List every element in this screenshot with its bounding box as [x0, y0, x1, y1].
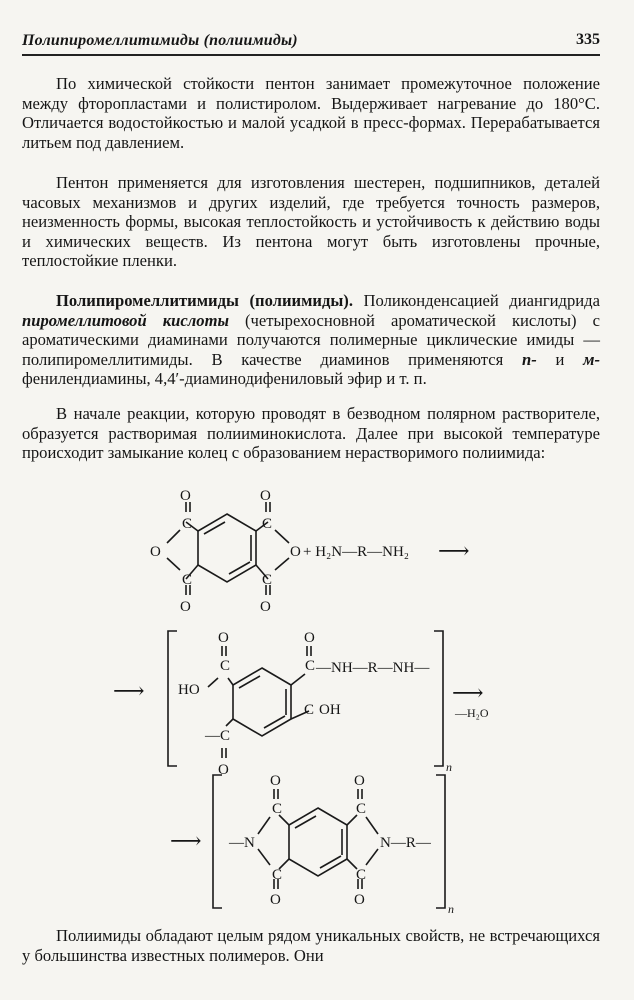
reaction-arrow-1: ⟶: [438, 538, 470, 563]
svg-text:O: O: [180, 599, 191, 615]
reaction-scheme-svg: [0, 478, 634, 918]
svg-text:O: O: [270, 892, 281, 908]
svg-text:C: C: [262, 572, 273, 588]
svg-text:O: O: [304, 630, 315, 646]
svg-text:O: O: [260, 488, 271, 504]
svg-text:O: O: [260, 599, 271, 615]
svg-text:C: C: [304, 702, 315, 718]
page-number: 335: [576, 31, 600, 48]
imide-N-left: —N: [229, 835, 255, 851]
atom-C: C: [182, 516, 193, 532]
paragraph-polyimide-properties: Полиимиды обладают целым рядом уникальных свойств, не встречающихся у большинства известных полимеров. Они: [22, 926, 600, 965]
svg-text:O: O: [150, 544, 161, 560]
benzene-ring-dianhydride: [198, 514, 256, 582]
reaction-arrow-2: ⟶: [113, 678, 145, 703]
benzene-ring-polyimide: [289, 808, 347, 876]
svg-text:O: O: [270, 773, 281, 789]
section-heading: Полипиромеллитимиды (полиимиды).: [56, 291, 353, 310]
paragraph-polyimides-intro: Полипиромеллитимиды (полиимиды). Поликонденсацией диангидрида пиромеллитовой кислоты (четырехосновной ароматической кислоты) с ароматическими диаминами получаются полимерные циклические имиды — полипиромеллитимиды. В качестве диаминов применяются п- и м-фенилендиамины, 4,4′-диаминодифениловый эфир и т. п.: [22, 291, 600, 389]
svg-text:C: C: [305, 658, 316, 674]
hydroxyl-OH: OH: [319, 702, 341, 718]
svg-text:C: C: [262, 516, 273, 532]
svg-text:C: C: [220, 658, 231, 674]
imide-N-right: N—R—: [380, 835, 431, 851]
reaction-scheme: [0, 478, 634, 918]
diamine-reagent: + H₂N—R—NH₂: [303, 544, 410, 560]
left-bracket-polyimide: [213, 775, 222, 908]
svg-text:O: O: [354, 773, 365, 789]
svg-text:C: C: [356, 867, 367, 883]
svg-text:C: C: [356, 801, 367, 817]
term-pyromellitic-acid: пиромеллитовой кислоты: [22, 310, 229, 330]
page-header: [22, 30, 600, 56]
reaction-arrow-3: ⟶: [452, 680, 484, 705]
svg-text:O: O: [218, 630, 229, 646]
repeat-n-2: n: [448, 902, 454, 916]
svg-text:C: C: [272, 867, 283, 883]
running-title: Полипиромеллитимиды (полиимиды): [22, 32, 298, 49]
svg-text:C: C: [182, 572, 193, 588]
svg-text:O: O: [218, 762, 229, 778]
paragraph-reaction-description: В начале реакции, которую проводят в безводном полярном растворителе, образуется растворимая полииминокислота. Далее при высокой температуре происходит замыкание колец с образованием нерастворимого полиимида:: [22, 404, 600, 463]
dehydration-label: —H₂O: [455, 706, 489, 720]
svg-text:O: O: [354, 892, 365, 908]
paragraph-pentone-stability: По химической стойкости пентон занимает промежуточное положение между фторопластами и полистиролом. Выдерживает нагревание до 180°С. Отличается водостойкостью и малой усадкой в пресс-формах. Перерабатывается литьем под давлением.: [22, 74, 600, 152]
left-bracket-polyamic: [168, 631, 177, 766]
reaction-arrow-4: ⟶: [170, 828, 202, 853]
svg-text:C: C: [272, 801, 283, 817]
carbonyl-left: —C: [205, 728, 231, 744]
atom-O: O: [180, 488, 191, 504]
repeat-n-1: n: [446, 760, 452, 774]
amide-linker: —NH—R—NH—: [316, 660, 430, 676]
right-bracket-polyimide: [436, 775, 445, 908]
paragraph-pentone-uses: Пентон применяется для изготовления шестерен, подшипников, деталей часовых механизмов и других изделий, где требуется точность размеров, неизменность формы, высокая теплостойкость и устойчивость к действию воды и химических веществ. Из пентона могут быть изготовлены прочные, теплостойкие пленки.: [22, 173, 600, 271]
hydroxyl-HO: HO: [178, 682, 200, 698]
benzene-ring-polyamic: [233, 668, 291, 736]
svg-text:O: O: [290, 544, 301, 560]
right-bracket-polyamic: [434, 631, 443, 766]
